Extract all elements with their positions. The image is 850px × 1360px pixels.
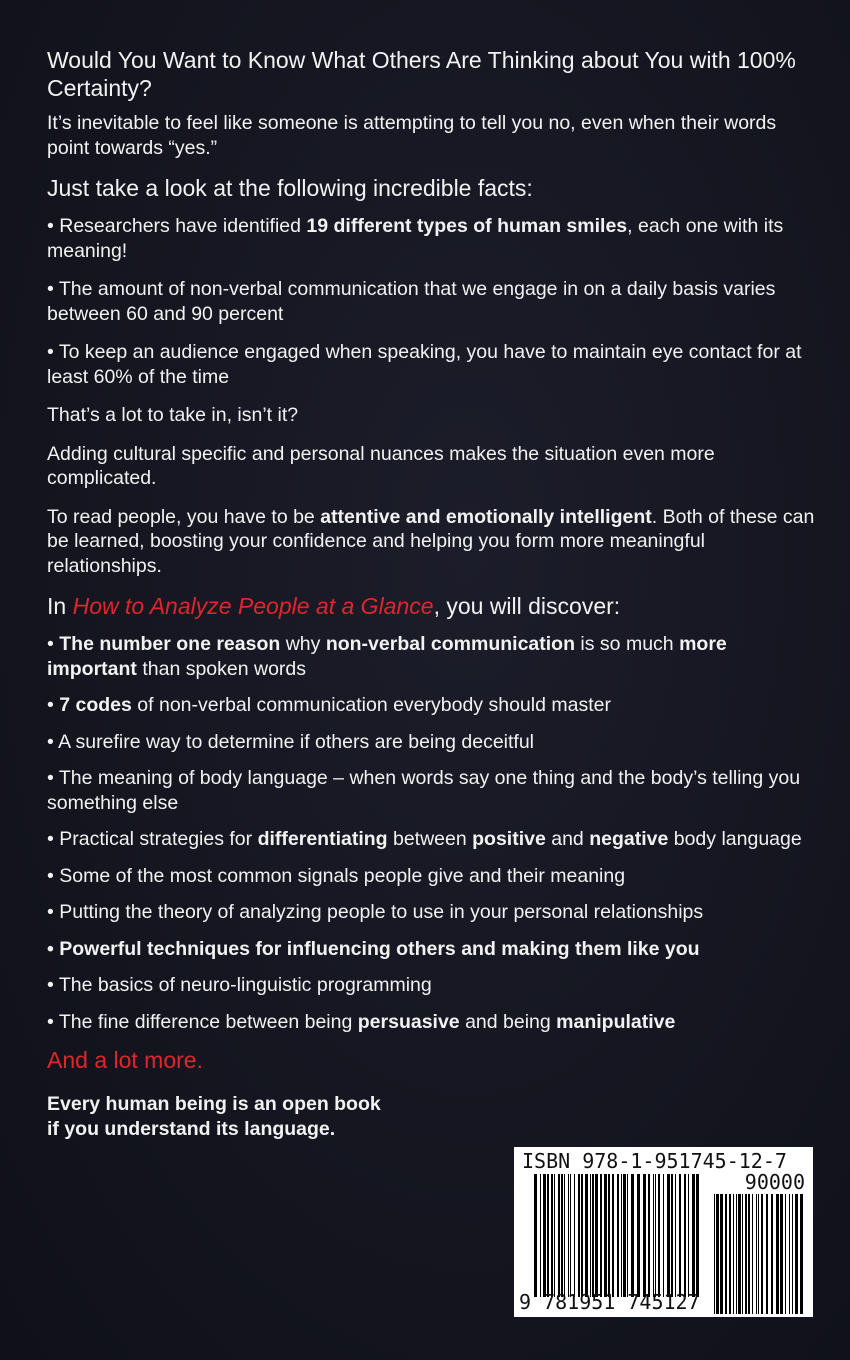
barcode-bar xyxy=(766,1194,768,1314)
barcode-bar xyxy=(543,1174,546,1297)
barcode-bar xyxy=(568,1174,569,1297)
bullet-item: • A surefire way to determine if others are being deceitful xyxy=(47,730,535,753)
barcode-bar xyxy=(658,1174,660,1297)
barcode-bar xyxy=(655,1174,656,1297)
lot-paragraph: That’s a lot to take in, isn’t it? xyxy=(47,404,299,426)
barcode-bar xyxy=(592,1174,594,1297)
barcode-bar xyxy=(785,1194,786,1314)
barcode-bar xyxy=(725,1194,727,1314)
fact-highlight: 19 different types of human smiles xyxy=(306,215,628,237)
barcode-bar xyxy=(795,1194,798,1314)
read-people-paragraph xyxy=(47,505,822,579)
barcode-bar xyxy=(761,1194,763,1314)
barcode-bar xyxy=(663,1174,664,1297)
barcode-bar xyxy=(671,1174,673,1297)
barcode-bar xyxy=(684,1174,686,1297)
barcode-bar xyxy=(758,1194,759,1314)
barcode-bar xyxy=(736,1194,737,1314)
fact-text: • Researchers have identified xyxy=(47,215,307,237)
book-title: How to Analyze People at a Glance xyxy=(72,593,434,619)
intro-paragraph: It’s inevitable to feel like someone is attempting to tell you no, even when their words point towards “yes.” xyxy=(47,112,777,159)
bullet-text: • xyxy=(47,694,60,716)
barcode-bar xyxy=(679,1174,681,1297)
barcode-bar xyxy=(729,1194,731,1314)
barcode-bar xyxy=(623,1174,626,1297)
barcode-bar xyxy=(780,1194,783,1314)
bullet-item xyxy=(47,827,822,852)
bullet-item: • Some of the most common signals people give and their meaning xyxy=(47,864,626,887)
bullet-highlight: 7 codes xyxy=(59,694,132,716)
bullet-item xyxy=(47,1010,822,1035)
barcode-bar xyxy=(564,1174,565,1297)
barcode-bar xyxy=(720,1194,723,1314)
barcode-bar xyxy=(561,1174,563,1297)
bullet-item xyxy=(47,693,822,718)
barcode-bar xyxy=(675,1174,676,1297)
barcode-bar xyxy=(742,1194,743,1314)
and-more-text: And a lot more. xyxy=(47,1047,203,1073)
barcode-bar xyxy=(534,1174,537,1297)
isbn-label: ISBN 978-1-951745-12-7 xyxy=(522,1149,787,1173)
barcode-bar xyxy=(752,1194,753,1314)
bullet-text: than spoken words xyxy=(136,657,307,680)
fact-item: • To keep an audience engaged when speaking, you have to maintain eye contact for at least 60% of the time xyxy=(47,341,802,388)
bullet-item: • The meaning of body language – when words say one thing and the body’s telling you something else xyxy=(47,767,801,814)
barcode-bar xyxy=(608,1174,610,1297)
para-text: To read people, you have to be xyxy=(47,505,321,528)
barcode-bar xyxy=(558,1174,560,1297)
barcode-bar xyxy=(612,1174,614,1297)
barcode-bar xyxy=(648,1174,650,1297)
para-highlight: attentive and emotionally intelligent xyxy=(320,505,652,528)
bullet-item xyxy=(47,632,822,681)
fact-text: , each one with its meaning! xyxy=(47,215,784,262)
barcode-bar xyxy=(585,1174,588,1297)
bullet-highlight: differentiating xyxy=(257,828,388,850)
barcode-bar xyxy=(756,1194,757,1314)
barcode-bar xyxy=(643,1174,646,1297)
bullet-highlight: The number one reason xyxy=(59,633,281,655)
bullet-highlight: persuasive xyxy=(357,1010,460,1033)
barcode-bar xyxy=(733,1194,734,1314)
bullet-text: • Practical strategies for xyxy=(47,828,258,850)
bullet-item: • The basics of neuro-linguistic programming xyxy=(47,974,432,996)
fact-item xyxy=(47,214,822,263)
barcode-bar xyxy=(688,1174,689,1297)
barcode-bar xyxy=(748,1194,750,1314)
nuance-paragraph: Adding cultural specific and personal nuances makes the situation even more complicated. xyxy=(47,442,715,489)
closing-line: if you understand its language. xyxy=(47,1117,336,1140)
barcode-bar xyxy=(738,1194,741,1314)
isbn-barcode xyxy=(514,1147,813,1317)
bullet-highlight: • Powerful techniques for influencing others and making them like you xyxy=(47,937,700,960)
bullet-item: • Putting the theory of analyzing people to use in your personal relationships xyxy=(47,901,704,923)
barcode-bar xyxy=(771,1194,773,1314)
bullet-text: • The fine difference between being xyxy=(47,1010,358,1033)
barcode-bar xyxy=(627,1174,628,1297)
bullet-highlight: non-verbal communication xyxy=(325,633,576,655)
barcode-bar xyxy=(696,1174,699,1297)
barcode-bar xyxy=(621,1174,622,1297)
barcode-bar xyxy=(745,1194,747,1314)
barcode-bar xyxy=(600,1174,602,1297)
para-text: . Both of these can be learned, boosting your confidence and helping you form more meaningful relationships. xyxy=(47,505,815,577)
barcode-bar xyxy=(570,1174,571,1297)
fact-item: • The amount of non-verbal communication that we engage in on a daily basis varies between 60 and 90 percent xyxy=(47,278,776,325)
discover-text: , you will discover: xyxy=(433,593,621,619)
closing-statement xyxy=(47,1092,467,1141)
barcode-bar xyxy=(540,1174,541,1297)
bullet-text: between xyxy=(387,828,473,850)
bullet-text: • xyxy=(47,633,60,655)
price-code: 90000 xyxy=(744,1170,805,1194)
barcode-bar xyxy=(551,1174,553,1297)
facts-heading: Just take a look at the following incredible facts: xyxy=(47,175,533,201)
discover-text: In xyxy=(47,593,73,619)
barcode-bar xyxy=(574,1174,575,1297)
bullet-text: body language xyxy=(668,828,802,850)
barcode-bar xyxy=(631,1174,634,1297)
discover-heading xyxy=(47,592,822,620)
barcode-bar xyxy=(692,1174,695,1297)
barcode-bar xyxy=(714,1194,715,1314)
bullet-text: why xyxy=(280,633,326,655)
barcode-bar xyxy=(578,1174,580,1297)
bullet-highlight: more important xyxy=(47,633,727,680)
description-text xyxy=(47,46,822,1141)
barcode-bar xyxy=(581,1174,583,1297)
bullet-item xyxy=(47,937,822,962)
barcode-bar xyxy=(595,1174,598,1297)
barcode-bar xyxy=(716,1194,719,1314)
headline: Would You Want to Know What Others Are Thinking about You with 100% Certainty? xyxy=(47,47,796,101)
bullet-text: is so much xyxy=(575,633,680,655)
barcode-bar xyxy=(547,1174,549,1297)
bullet-highlight: manipulative xyxy=(556,1010,676,1033)
barcode-bar xyxy=(617,1174,619,1297)
isbn-digits: 9 781951 745127 xyxy=(519,1290,700,1314)
barcode-bar xyxy=(667,1174,670,1297)
barcode-bar xyxy=(590,1174,591,1297)
bullet-text: and xyxy=(545,828,590,850)
barcode-bar xyxy=(604,1174,607,1297)
barcode-bar xyxy=(637,1174,640,1297)
bullet-text: of non-verbal communication everybody should master xyxy=(131,694,611,716)
barcode-bar xyxy=(554,1174,555,1297)
bullet-highlight: negative xyxy=(589,828,669,850)
bullet-text: and being xyxy=(459,1010,557,1033)
barcode-bar xyxy=(653,1174,654,1297)
barcode-bar xyxy=(800,1194,803,1314)
barcode-bar xyxy=(792,1194,793,1314)
bullet-highlight: positive xyxy=(472,828,546,850)
barcode-bar xyxy=(789,1194,790,1314)
barcode-bar xyxy=(776,1194,779,1314)
closing-line: Every human being is an open book xyxy=(47,1093,381,1115)
